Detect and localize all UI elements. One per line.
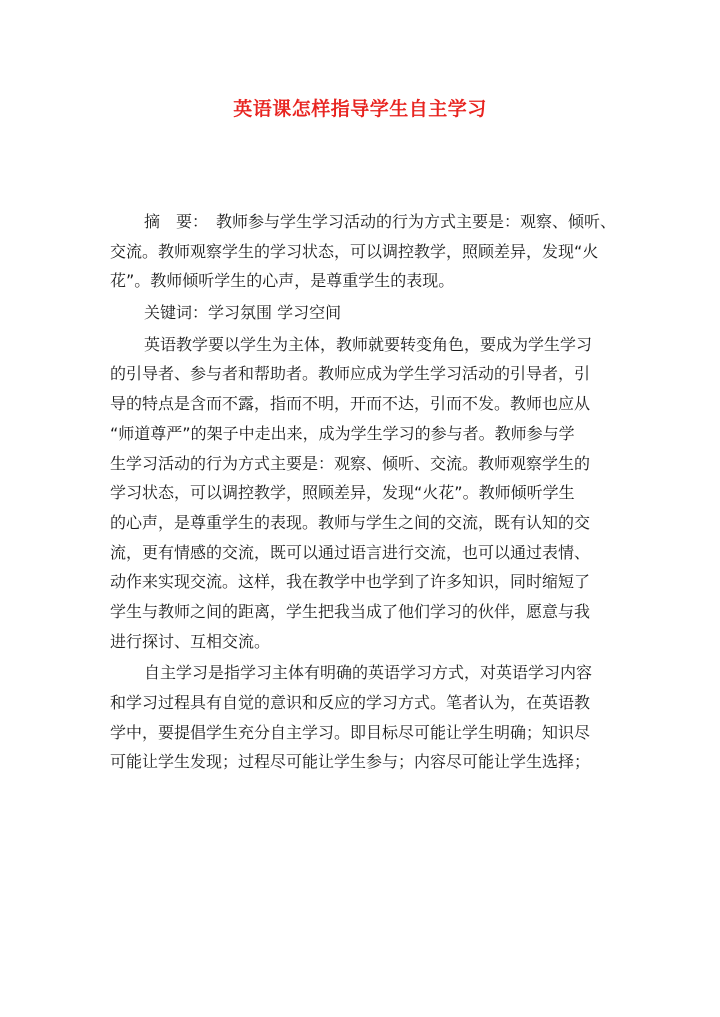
keywords-line: 关键词：学习氛围 学习空间 — [144, 303, 342, 323]
body-line: 学习状态，可以调控教学，照顾差异，发现“火花”。教师倾听学生 — [110, 483, 575, 503]
body-paragraph-2 — [110, 658, 625, 777]
body-line: 导的特点是含而不露，指而不明，开而不达，引而不发。教师也应从 — [110, 394, 591, 414]
document-body — [110, 207, 625, 777]
abstract-line: 交流。教师观察学生的学习状态，可以调控教学，照顾差异，发现“火 — [110, 241, 599, 261]
body-line: 学中，要提倡学生充分自主学习。即目标尽可能让学生明确；知识尽 — [110, 722, 591, 742]
body-line: 学生与教师之间的距离，学生把我当成了他们学习的伙伴，愿意与我 — [110, 601, 591, 621]
keywords-paragraph — [110, 298, 625, 328]
body-line: 生学习活动的行为方式主要是：观察、倾听、交流。教师观察学生的 — [110, 453, 591, 473]
body-line: 的引导者、参与者和帮助者。教师应成为学生学习活动的引导者，引 — [110, 364, 591, 384]
abstract-line: 摘 要： 教师参与学生学习活动的行为方式主要是：观察、倾听、 — [144, 212, 617, 231]
body-line: 的心声，是尊重学生的表现。教师与学生之间的交流，既有认知的交 — [110, 512, 591, 532]
body-line: 自主学习是指学习主体有明确的英语学习方式，对英语学习内容 — [144, 663, 593, 683]
body-line: 可能让学生发现；过程尽可能让学生参与；内容尽可能让学生选择； — [110, 752, 591, 772]
body-line: 动作来实现交流。这样，我在教学中也学到了许多知识，同时缩短了 — [110, 572, 591, 592]
body-line: “师道尊严”的架子中走出来，成为学生学习的参与者。教师参与学 — [110, 423, 575, 443]
abstract-paragraph — [110, 207, 625, 296]
body-paragraph-1 — [110, 330, 625, 657]
body-line: 流，更有情感的交流，既可以通过语言进行交流，也可以通过表情、 — [110, 542, 591, 562]
body-line: 进行探讨、互相交流。 — [110, 631, 271, 651]
document-title: 英语课怎样指导学生自主学习 — [233, 98, 487, 120]
body-line: 和学习过程具有自觉的意识和反应的学习方式。笔者认为，在英语教 — [110, 693, 591, 712]
body-line: 英语教学要以学生为主体，教师就要转变角色，要成为学生学习 — [144, 334, 593, 354]
abstract-line: 花”。教师倾听学生的心声，是尊重学生的表现。 — [110, 271, 455, 291]
